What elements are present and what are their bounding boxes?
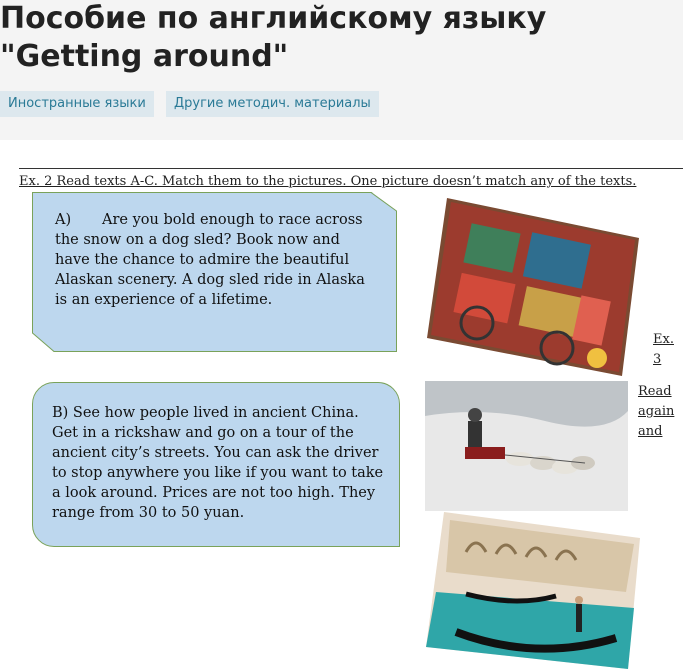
gondola-picture xyxy=(426,512,640,669)
text-a xyxy=(55,210,370,310)
tag-foreign-languages[interactable]: Иностранные языки xyxy=(0,91,154,117)
rickshaw-picture xyxy=(427,198,639,376)
page-title: Пособие по английскому языку "Getting around" xyxy=(0,1,547,74)
text-a-body: Are you bold enough to race across the snow on a dog sled? Book now and have the chance to admire the beautiful Alaskan scenery. A dog sled ride in Alaska is an experience of a lifetime. xyxy=(55,212,365,308)
exercise-instruction: Ex. 2 Read texts A-C. Match them to the pictures. One picture doesn’t match any of the texts. xyxy=(19,174,637,189)
text-b-body: B) See how people lived in ancient China. Get in a rickshaw and go on a tour of the ancient city’s streets. You can ask the driver to stop anywhere you like if you want to take a look around. Prices are not too high. They range from 30 to 50 yuan. xyxy=(52,405,384,521)
side-note-read-again: Read again and xyxy=(638,384,675,439)
tag-other-materials[interactable]: Другие методич. материалы xyxy=(166,91,379,117)
dog-sled-picture xyxy=(425,381,628,511)
text-a-label: A) xyxy=(55,212,72,228)
separator-line xyxy=(19,168,683,169)
page-header xyxy=(0,0,683,140)
side-note-ex3: Ex. 3 xyxy=(653,332,674,367)
